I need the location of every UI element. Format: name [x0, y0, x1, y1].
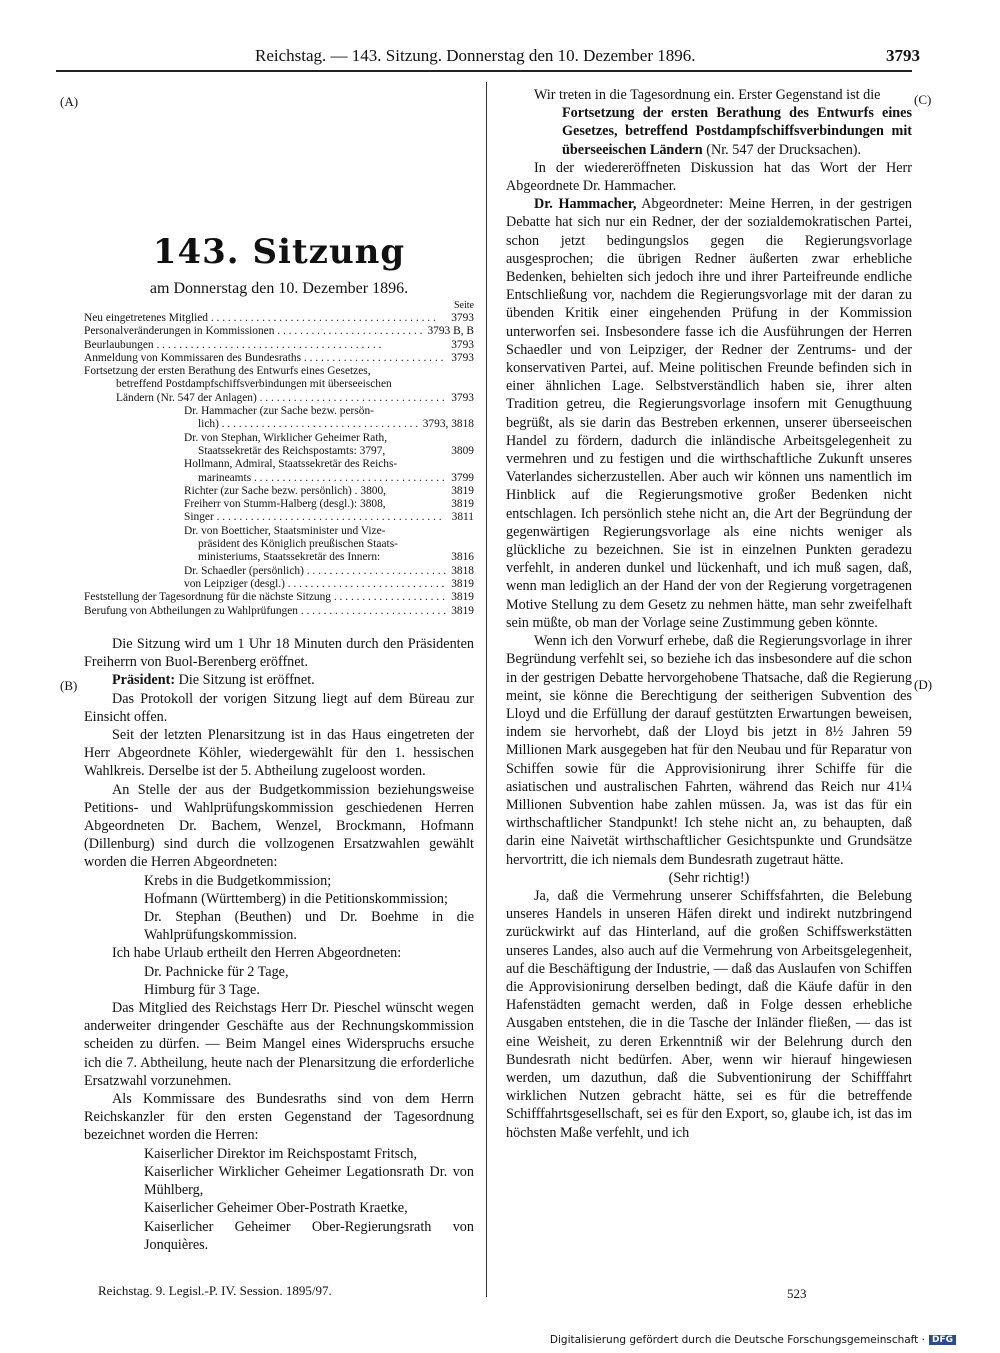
list-item: Krebs in die Budgetkommission;	[144, 872, 332, 889]
interjection: (Sehr richtig!)	[668, 869, 750, 886]
paragraph: Als Kommissare des Bundesraths sind von dem Herrn Reichskanzler für den ersten Gegenstand der Tagesordnung bezeichnet worden die Herren:	[84, 1091, 474, 1144]
speaker-name: Dr. Hammacher,	[534, 196, 637, 213]
toc-row: Dr. Hammacher (zur Sache bezw. persön-	[184, 405, 374, 418]
toc-column-head: Seite	[454, 300, 474, 311]
sheet-number: 523	[787, 1286, 807, 1301]
paragraph: Das Mitglied des Reichstags Herr Dr. Pieschel wünscht wegen anderweiter dringender Geschäfte aus der Rechnungskommission scheiden zu dürfen. — Beim Mangel eines Widerspruchs ersuche ich die 7. Abtheilung, heute nach der Plenarsitzung die erforderliche Ersatzwahl vorzunehmen.	[84, 1000, 474, 1089]
page-number: 3793	[886, 46, 920, 65]
list-item: Dr. Pachnicke für 2 Tage,	[144, 963, 289, 980]
paragraph: An Stelle der aus der Budgetkommission beziehungsweise Petitions- und Wahlprüfungskommission geschiedenen Herren Abgeordneten Dr. Bachem, Wenzel, Brockmann, Hofmann (Dillenburg) sind durch die vollzogenen Ersatzwahlen gewählt worden die Herren Abgeordneten:	[84, 781, 474, 871]
toc-row: lich) . . . 3793, 3818	[84, 418, 474, 431]
toc-row: marineamts . . . 3799	[84, 472, 474, 485]
paragraph: Seit der letzten Plenarsitzung ist in das Haus eingetreten der Herr Abgeordnete Köhler, wiedergewählt für den 1. hessischen Wahlkreis. Derselbe ist der 5. Abtheilung zugeloost worden.	[84, 727, 474, 780]
toc-row: Feststellung der Tagesordnung für die nächste Sitzung . . . 3819	[84, 591, 474, 604]
dfg-logo: DFG	[929, 1335, 956, 1345]
header-rule	[56, 70, 912, 72]
toc-row: Personalveränderungen in Kommissionen . . . 3793 B, B	[84, 325, 474, 338]
toc-row: Anmeldung von Kommissaren des Bundesraths . . . 3793	[84, 352, 474, 365]
toc-row: Dr. von Stephan, Wirklicher Geheimer Rath,	[184, 431, 388, 444]
left-body-text	[84, 635, 474, 1254]
list-item: Hofmann (Württemberg) in die Petitionskommission;	[144, 890, 448, 907]
agenda-title: Fortsetzung der ersten Berathung des Entwurfs eines Gesetzes, betreffend Postdampfschiffsverbindungen mit überseeischen Ländern	[562, 105, 912, 158]
list-item: Kaiserlicher Geheimer Ober-Postrath Kraetke,	[144, 1200, 408, 1217]
paragraph: Ja, daß die Vermehrung unserer Schiffsfahrten, die Belebung unseres Handels in unseren Häfen direkt und indirekt nutzbringend zurückwirkt auf das Hinterland, auf die großen Schiffswerkstätten unseres Landes, also auch auf die Vermehrung von Arbeitsgelegenheit, auf die Beschäftigung der Industrie, — daß das Auslaufen von Schiffen die Approvisionirung derselben bedingt, daß die Käufe dafür in den Hafenstädten gemacht werden, daß in Folge dessen erhebliche Ausgaben entstehen, die in die Tasche der Inländer fließen, — das ist eine Weisheit, zu deren Erkenntniß wir der Belehrung durch den Bundesrath nicht bedürfen. Aber, wenn wir hierauf hingewiesen werden, um dazuthun, daß die Subventionirung der Schifffahrt wirklichen Nutzen gebracht hätte, sei es für die betreffende Schifffahrtsgesellschaft, sei es für den Export, so, glaube ich, ist das im höchsten Maße verfehlt, und ich	[506, 887, 912, 1141]
paragraph: Die Sitzung wird um 1 Uhr 18 Minuten durch den Präsidenten Freiherrn von Buol-Berenberg eröffnet.	[84, 636, 474, 671]
list-item: Kaiserlicher Geheimer Ober-Regierungsrath von Jonquières.	[144, 1218, 474, 1253]
paragraph: Dr. Hammacher, Abgeordneter: Meine Herren, in der gestrigen Debatte hat sich nur ein Redner, der der sozialdemokratischen Partei, schon jetzt bedingungslos gegen die Regierungsvorlage ausgesprochen; die übrigen Redner äußerten zwar erhebliche Bedenken, behielten sich jedoch ihre und ihrer Parteifreunde endliche Entschließung vor, nachdem die Regierungsvorlage mit der daran zu übenden Kritik einer eingehenden Prüfung in der Kommission unterworfen sei. Insbesondere fasse ich die Ausführungen der Herren Schaedler und von Leipziger, der Redner der Zentrums- und der konservativen Partei, auf. Meine politischen Freunde befinden sich in einer ähnlichen Lage. Selbstverständlich haben sie, ihrer alten Tradition getreu, die Regierungsvorlage insofern mit Genugthuung begrüßt, als sie darin das Bestreben erkennen, unserer überseeischen Handel zu fördern, dadurch die inländische Arbeitsgelegenheit zu vermehren und zu festigen und die wirthschaftliche Zukunft unseres Vaterlandes sicherzustellen. Aber auch wir können uns namentlich im Hinblick auf die Regierungsmotive großer Bedenken nicht entschlagen. Ich persönlich stehe nicht an, die Art der Begründung der gegenwärtigen Regierungsvorlage als eine nichts weniger als glückliche zu bezeichnen. Sie ist in einzelnen Punkten geradezu verfehlt, in anderen dunkel und lückenhaft, und ich muß sagen, daß, wenn man lediglich an der Hand der von der Regierung vorgetragenen Motive Stellung zu dem Gesetz zu nehmen hätte, man sehr zweifelhaft sein müßte, ob man der Vorlage seine Zustimmung geben könnte.	[506, 196, 912, 631]
toc-row: Ländern (Nr. 547 der Anlagen) . . . 3793	[84, 392, 474, 405]
toc-row: Berufung von Abtheilungen zu Wahlprüfungen . . . 3819	[84, 605, 474, 618]
paragraph: Wenn ich den Vorwurf erhebe, daß die Regierungsvorlage in ihrer Begründung verfehlt sei, so beziehe ich das insbesondere auf die schon in der gestrigen Debatte hervorgehobene Thatsache, daß die Regierung meint, sie könne die Berechtigung der seitherigen Subvention des Lloyd und die Erfüllung der darauf gestützten Erwartungen beweisen, indem sie hervorhebt, daß der Lloyd bis jetzt in 8½ Jahren 59 Millionen Mark ausgegeben hat für den Neubau und für Reparatur von Schiffen sowie für die Approvisionirung ihrer Schiffe für die asiatischen und australischen Fahrten, während das Reich nur 41¼ Millionen Subvention habe zahlen müssen. Ja, was ist das für ein wirthschaftlicher Standpunkt! Ich stehe nicht an, zu behaupten, daß darin eine Naivetät wirthschaftlicher Gesichtspunkte und Grundsätze hervortritt, die ich niemals dem Bundesrath zugetraut hätte.	[506, 633, 912, 868]
paragraph: Das Protokoll der vorigen Sitzung liegt auf dem Büreau zur Einsicht offen.	[84, 690, 474, 725]
list-item: Kaiserlicher Wirklicher Geheimer Legationsrath Dr. von Mühlberg,	[144, 1163, 474, 1199]
margin-marker-a: (A)	[60, 94, 79, 109]
toc-row: Richter (zur Sache bezw. persönlich) . 3800, 3819	[184, 484, 474, 497]
session-title: 143. Sitzung	[152, 232, 406, 272]
toc-row: Beurlaubungen . . . 3793	[84, 339, 474, 352]
paragraph: Wir treten in die Tagesordnung ein. Erster Gegenstand ist die	[534, 87, 881, 103]
list-item: Dr. Stephan (Beuthen) und Dr. Boehme in die Wahlprüfungskommission.	[144, 909, 474, 944]
paragraph: Ich habe Urlaub ertheilt den Herren Abgeordneten:	[112, 945, 402, 962]
right-body-text	[506, 86, 912, 1142]
table-of-contents	[84, 312, 474, 618]
digitization-credit	[550, 1334, 956, 1346]
column-rule	[486, 82, 487, 1297]
toc-row: Fortsetzung der ersten Berathung des Entwurfs eines Gesetzes,	[84, 365, 371, 378]
toc-row: Staatssekretär des Reichspostamts: 3797, 3809	[198, 444, 474, 457]
toc-row: von Leipziger (desgl.) . . . 3819	[84, 578, 474, 591]
running-header: Reichstag. — 143. Sitzung. Donnerstag den 10. Dezember 1896.	[255, 46, 696, 65]
credit-text: Digitalisierung gefördert durch die Deutsche Forschungsgemeinschaft ·	[549, 1334, 925, 1346]
toc-row: Hollmann, Admiral, Staatssekretär des Reichs-	[184, 458, 398, 471]
list-item: Kaiserlicher Direktor im Reichspostamt Fritsch,	[144, 1145, 418, 1162]
margin-marker-c: (C)	[914, 92, 932, 107]
toc-row: ministeriums, Staatssekretär des Innern: 3816	[198, 551, 474, 564]
toc-row: Singer . . . 3811	[84, 511, 474, 524]
toc-row: Neu eingetretenes Mitglied . . . 3793	[84, 312, 474, 325]
toc-row: Dr. von Boetticher, Staatsminister und Vize-	[184, 524, 386, 537]
toc-row: betreffend Postdampfschiffsverbindungen mit überseeischen	[116, 378, 392, 391]
agenda-item: Fortsetzung der ersten Berathung des Entwurfs eines Gesetzes, betreffend Postdampfschiffsverbindungen mit überseeischen Ländern (Nr. 547 der Drucksachen).	[562, 105, 912, 158]
session-subtitle: am Donnerstag den 10. Dezember 1896.	[149, 280, 409, 297]
footer-session-info: Reichstag. 9. Legisl.-P. IV. Session. 1895/97.	[98, 1283, 332, 1298]
paragraph: In der wiedereröffneten Diskussion hat das Wort der Herr Abgeordnete Dr. Hammacher.	[506, 159, 912, 195]
list-item: Himburg für 3 Tage.	[144, 981, 260, 998]
toc-row: Dr. Schaedler (persönlich) . . . 3818	[84, 565, 474, 578]
paragraph: Präsident: Die Sitzung ist eröffnet.	[112, 672, 315, 689]
speaker-name: Präsident:	[112, 672, 176, 689]
toc-row: präsident des Königlich preußischen Staats-	[198, 538, 398, 551]
toc-row: Freiherr von Stumm-Halberg (desgl.): 3808, 3819	[184, 498, 474, 511]
margin-marker-b: (B)	[60, 678, 78, 693]
margin-marker-d: (D)	[914, 677, 933, 692]
